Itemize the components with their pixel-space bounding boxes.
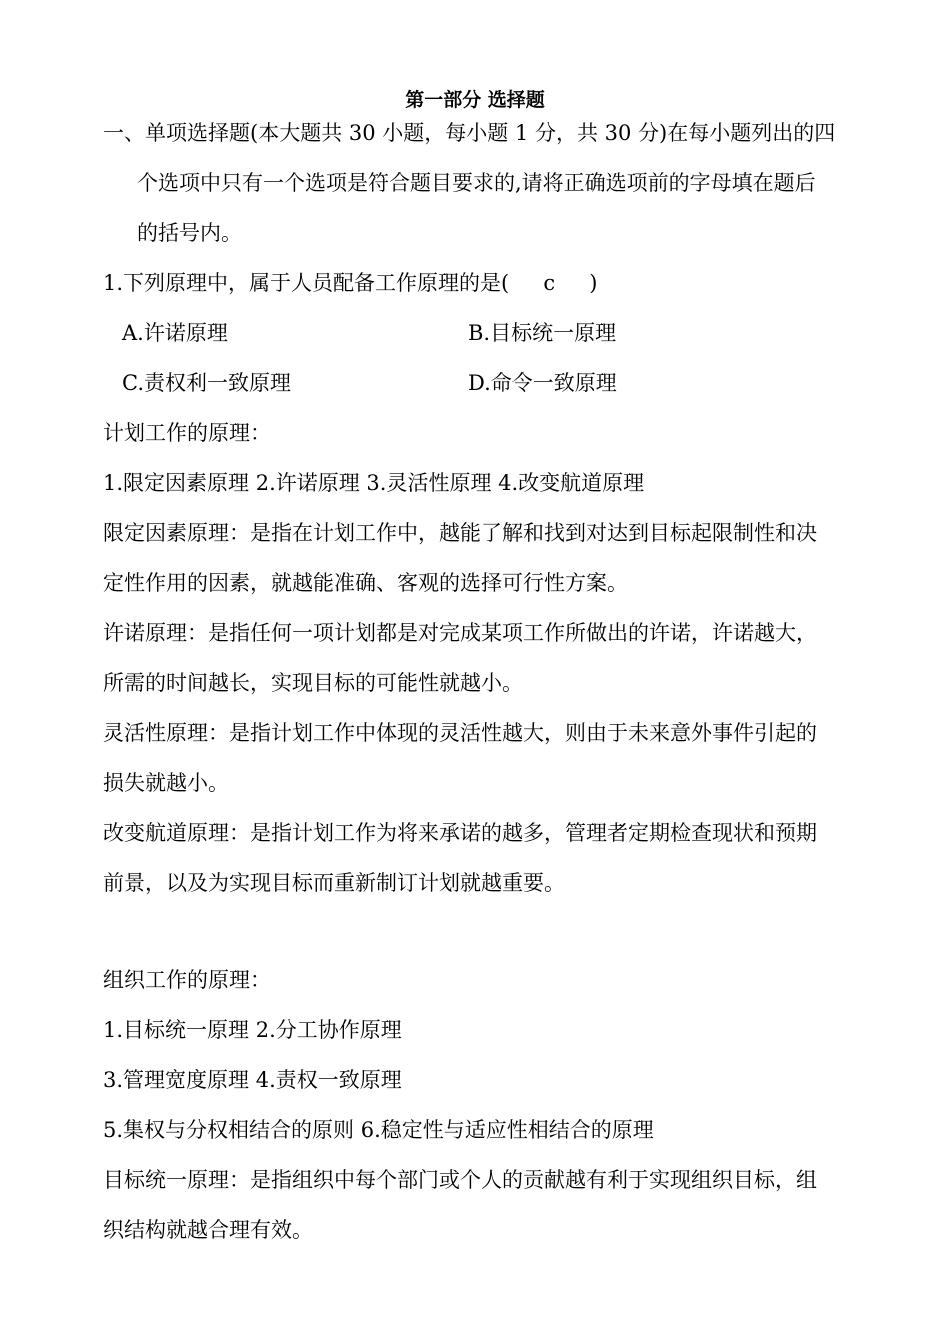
section-heading-line-1: 一、单项选择题(本大题共 30 小题，每小题 1 分，共 30 分)在每小题列出的四 bbox=[103, 121, 836, 145]
limiting-factor-line-1: 限定因素原理：是指在计划工作中，越能了解和找到对达到目标起限制性和决 bbox=[103, 521, 817, 545]
page-title: 第一部分 选择题 bbox=[405, 89, 545, 111]
limiting-factor-line-2: 定性作用的因素，就越能准确、客观的选择可行性方案。 bbox=[103, 571, 628, 595]
question-1-stem bbox=[103, 269, 597, 297]
question-1-option-d: D.命令一致原理 bbox=[468, 371, 617, 395]
navigational-change-line-2: 前景，以及为实现目标而重新制订计划就越重要。 bbox=[103, 871, 565, 895]
unity-of-objective-line-1: 目标统一原理：是指组织中每个部门或个人的贡献越有利于实现组织目标，组 bbox=[103, 1168, 817, 1192]
commitment-line-2: 所需的时间越长，实现目标的可能性就越小。 bbox=[103, 671, 523, 695]
planning-principles-list: 1.限定因素原理 2.许诺原理 3.灵活性原理 4.改变航道原理 bbox=[103, 471, 645, 495]
question-1-stem-close: ) bbox=[589, 271, 598, 295]
flexibility-line-2: 损失就越小。 bbox=[103, 771, 229, 795]
organizing-list-1: 1.目标统一原理 2.分工协作原理 bbox=[103, 1018, 402, 1042]
navigational-change-line-1: 改变航道原理：是指计划工作为将来承诺的越多，管理者定期检查现状和预期 bbox=[103, 821, 817, 845]
flexibility-line-1: 灵活性原理：是指计划工作中体现的灵活性越大，则由于未来意外事件引起的 bbox=[103, 721, 817, 745]
section-heading-line-2: 个选项中只有一个选项是符合题目要求的,请将正确选项前的字母填在题后 bbox=[137, 171, 816, 195]
question-1-option-c: C.责权利一致原理 bbox=[122, 371, 291, 395]
unity-of-objective-line-2: 织结构就越合理有效。 bbox=[103, 1218, 313, 1242]
question-1-option-a: A.许诺原理 bbox=[122, 321, 228, 345]
organizing-list-3: 5.集权与分权相结合的原则 6.稳定性与适应性相结合的原理 bbox=[103, 1118, 654, 1142]
organizing-list-2: 3.管理宽度原理 4.责权一致原理 bbox=[103, 1068, 402, 1092]
question-1-stem-text: 1.下列原理中，属于人员配备工作原理的是( bbox=[103, 271, 510, 295]
question-1-option-b: B.目标统一原理 bbox=[468, 321, 617, 345]
question-1-answer: c bbox=[543, 271, 556, 295]
planning-heading: 计划工作的原理： bbox=[103, 421, 271, 445]
commitment-line-1: 许诺原理：是指任何一项计划都是对完成某项工作所做出的许诺，许诺越大， bbox=[103, 621, 817, 645]
section-heading-line-3: 的括号内。 bbox=[137, 221, 242, 245]
organizing-heading: 组织工作的原理： bbox=[103, 968, 271, 992]
